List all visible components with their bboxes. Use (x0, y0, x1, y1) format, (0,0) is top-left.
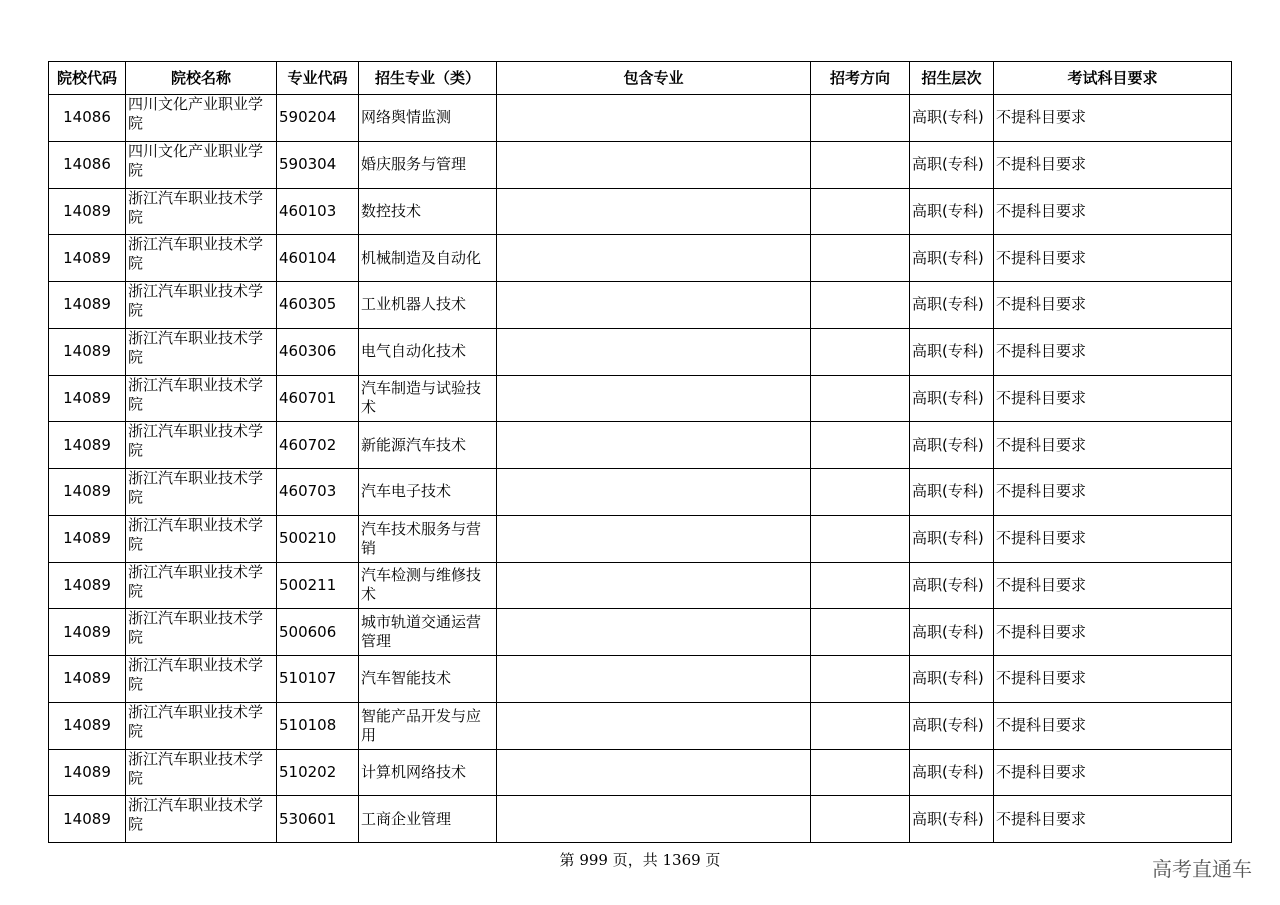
school-name-cell: 浙江汽车职业技术学院 (126, 749, 277, 796)
page-number: 第 999 页，共 1369 页 (559, 851, 721, 869)
table-row (49, 235, 1232, 282)
table-row (49, 515, 1232, 562)
subject-requirement-cell: 不提科目要求 (994, 375, 1232, 422)
major-code-cell: 460104 (277, 235, 359, 282)
included-majors-cell (497, 375, 811, 422)
direction-cell (811, 702, 910, 749)
major-code-cell: 510107 (277, 656, 359, 703)
level-cell: 高职(专科) (910, 141, 994, 188)
school-code-cell: 14086 (49, 95, 126, 142)
included-majors-cell (497, 702, 811, 749)
included-majors-cell (497, 95, 811, 142)
level-cell: 高职(专科) (910, 188, 994, 235)
table-row (49, 375, 1232, 422)
subject-requirement-cell: 不提科目要求 (994, 188, 1232, 235)
included-majors-cell (497, 609, 811, 656)
major-name-cell: 城市轨道交通运营管理 (359, 609, 497, 656)
direction-cell (811, 796, 910, 843)
school-name-cell: 浙江汽车职业技术学院 (126, 609, 277, 656)
level-cell: 高职(专科) (910, 702, 994, 749)
table-row (49, 469, 1232, 516)
level-cell: 高职(专科) (910, 375, 994, 422)
major-code-cell: 510202 (277, 749, 359, 796)
direction-cell (811, 656, 910, 703)
school-code-cell: 14089 (49, 562, 126, 609)
level-cell: 高职(专科) (910, 95, 994, 142)
school-name-cell: 四川文化产业职业学院 (126, 141, 277, 188)
school-name-cell: 浙江汽车职业技术学院 (126, 282, 277, 329)
table-row (49, 562, 1232, 609)
school-code-cell: 14089 (49, 469, 126, 516)
subject-requirement-cell: 不提科目要求 (994, 469, 1232, 516)
table-row (49, 141, 1232, 188)
included-majors-cell (497, 469, 811, 516)
school-code-cell: 14089 (49, 422, 126, 469)
subject-requirement-cell: 不提科目要求 (994, 702, 1232, 749)
subject-requirement-cell: 不提科目要求 (994, 95, 1232, 142)
included-majors-cell (497, 235, 811, 282)
table-row (49, 796, 1232, 843)
major-code-cell: 460306 (277, 328, 359, 375)
header-level: 招生层次 (910, 62, 994, 95)
table-row (49, 422, 1232, 469)
school-name-cell: 浙江汽车职业技术学院 (126, 469, 277, 516)
major-code-cell: 500210 (277, 515, 359, 562)
header-school-code: 院校代码 (49, 62, 126, 95)
school-name-cell: 浙江汽车职业技术学院 (126, 375, 277, 422)
school-name-cell: 浙江汽车职业技术学院 (126, 515, 277, 562)
school-code-cell: 14089 (49, 702, 126, 749)
major-code-cell: 460305 (277, 282, 359, 329)
level-cell: 高职(专科) (910, 656, 994, 703)
major-name-cell: 工业机器人技术 (359, 282, 497, 329)
major-name-cell: 电气自动化技术 (359, 328, 497, 375)
included-majors-cell (497, 515, 811, 562)
major-name-cell: 汽车技术服务与营销 (359, 515, 497, 562)
school-code-cell: 14089 (49, 375, 126, 422)
included-majors-cell (497, 656, 811, 703)
direction-cell (811, 609, 910, 656)
major-code-cell: 510108 (277, 702, 359, 749)
school-code-cell: 14089 (49, 328, 126, 375)
major-code-cell: 590304 (277, 141, 359, 188)
school-name-cell: 浙江汽车职业技术学院 (126, 702, 277, 749)
school-name-cell: 浙江汽车职业技术学院 (126, 796, 277, 843)
table-row (49, 749, 1232, 796)
level-cell: 高职(专科) (910, 469, 994, 516)
header-major-name: 招生专业（类） (359, 62, 497, 95)
direction-cell (811, 95, 910, 142)
level-cell: 高职(专科) (910, 749, 994, 796)
table-row (49, 95, 1232, 142)
school-code-cell: 14089 (49, 749, 126, 796)
included-majors-cell (497, 422, 811, 469)
major-name-cell: 汽车智能技术 (359, 656, 497, 703)
direction-cell (811, 469, 910, 516)
level-cell: 高职(专科) (910, 609, 994, 656)
school-code-cell: 14089 (49, 235, 126, 282)
included-majors-cell (497, 796, 811, 843)
table-header-row (49, 62, 1232, 95)
school-code-cell: 14089 (49, 188, 126, 235)
major-name-cell: 汽车电子技术 (359, 469, 497, 516)
header-school-name: 院校名称 (126, 62, 277, 95)
majors-table (48, 61, 1232, 843)
direction-cell (811, 422, 910, 469)
level-cell: 高职(专科) (910, 562, 994, 609)
table-row (49, 282, 1232, 329)
major-code-cell: 530601 (277, 796, 359, 843)
major-code-cell: 590204 (277, 95, 359, 142)
major-code-cell: 500606 (277, 609, 359, 656)
table-row (49, 328, 1232, 375)
school-code-cell: 14089 (49, 515, 126, 562)
major-code-cell: 460701 (277, 375, 359, 422)
school-code-cell: 14089 (49, 282, 126, 329)
major-name-cell: 智能产品开发与应用 (359, 702, 497, 749)
table-row (49, 188, 1232, 235)
level-cell: 高职(专科) (910, 235, 994, 282)
level-cell: 高职(专科) (910, 796, 994, 843)
direction-cell (811, 749, 910, 796)
direction-cell (811, 282, 910, 329)
major-code-cell: 460103 (277, 188, 359, 235)
subject-requirement-cell: 不提科目要求 (994, 609, 1232, 656)
header-subject-requirement: 考试科目要求 (994, 62, 1232, 95)
major-name-cell: 计算机网络技术 (359, 749, 497, 796)
table-body (49, 95, 1232, 843)
direction-cell (811, 562, 910, 609)
table-row (49, 702, 1232, 749)
direction-cell (811, 328, 910, 375)
major-name-cell: 汽车制造与试验技术 (359, 375, 497, 422)
subject-requirement-cell: 不提科目要求 (994, 422, 1232, 469)
direction-cell (811, 188, 910, 235)
major-name-cell: 机械制造及自动化 (359, 235, 497, 282)
subject-requirement-cell: 不提科目要求 (994, 656, 1232, 703)
header-direction: 招考方向 (811, 62, 910, 95)
school-name-cell: 浙江汽车职业技术学院 (126, 562, 277, 609)
major-name-cell: 汽车检测与维修技术 (359, 562, 497, 609)
header-major-code: 专业代码 (277, 62, 359, 95)
level-cell: 高职(专科) (910, 282, 994, 329)
major-name-cell: 数控技术 (359, 188, 497, 235)
subject-requirement-cell: 不提科目要求 (994, 515, 1232, 562)
direction-cell (811, 235, 910, 282)
direction-cell (811, 375, 910, 422)
subject-requirement-cell: 不提科目要求 (994, 141, 1232, 188)
school-code-cell: 14089 (49, 656, 126, 703)
school-code-cell: 14086 (49, 141, 126, 188)
level-cell: 高职(专科) (910, 328, 994, 375)
school-code-cell: 14089 (49, 796, 126, 843)
major-name-cell: 网络舆情监测 (359, 95, 497, 142)
level-cell: 高职(专科) (910, 515, 994, 562)
school-code-cell: 14089 (49, 609, 126, 656)
included-majors-cell (497, 562, 811, 609)
table-row (49, 609, 1232, 656)
direction-cell (811, 515, 910, 562)
header-included-majors: 包含专业 (497, 62, 811, 95)
included-majors-cell (497, 188, 811, 235)
major-code-cell: 500211 (277, 562, 359, 609)
subject-requirement-cell: 不提科目要求 (994, 749, 1232, 796)
included-majors-cell (497, 141, 811, 188)
major-name-cell: 新能源汽车技术 (359, 422, 497, 469)
subject-requirement-cell: 不提科目要求 (994, 282, 1232, 329)
school-name-cell: 浙江汽车职业技术学院 (126, 188, 277, 235)
included-majors-cell (497, 749, 811, 796)
school-name-cell: 浙江汽车职业技术学院 (126, 422, 277, 469)
major-name-cell: 婚庆服务与管理 (359, 141, 497, 188)
watermark: 高考直通车 (1152, 857, 1252, 881)
subject-requirement-cell: 不提科目要求 (994, 562, 1232, 609)
major-code-cell: 460702 (277, 422, 359, 469)
subject-requirement-cell: 不提科目要求 (994, 328, 1232, 375)
included-majors-cell (497, 328, 811, 375)
school-name-cell: 四川文化产业职业学院 (126, 95, 277, 142)
major-code-cell: 460703 (277, 469, 359, 516)
included-majors-cell (497, 282, 811, 329)
direction-cell (811, 141, 910, 188)
subject-requirement-cell: 不提科目要求 (994, 235, 1232, 282)
school-name-cell: 浙江汽车职业技术学院 (126, 328, 277, 375)
level-cell: 高职(专科) (910, 422, 994, 469)
major-name-cell: 工商企业管理 (359, 796, 497, 843)
table-row (49, 656, 1232, 703)
school-name-cell: 浙江汽车职业技术学院 (126, 235, 277, 282)
school-name-cell: 浙江汽车职业技术学院 (126, 656, 277, 703)
subject-requirement-cell: 不提科目要求 (994, 796, 1232, 843)
